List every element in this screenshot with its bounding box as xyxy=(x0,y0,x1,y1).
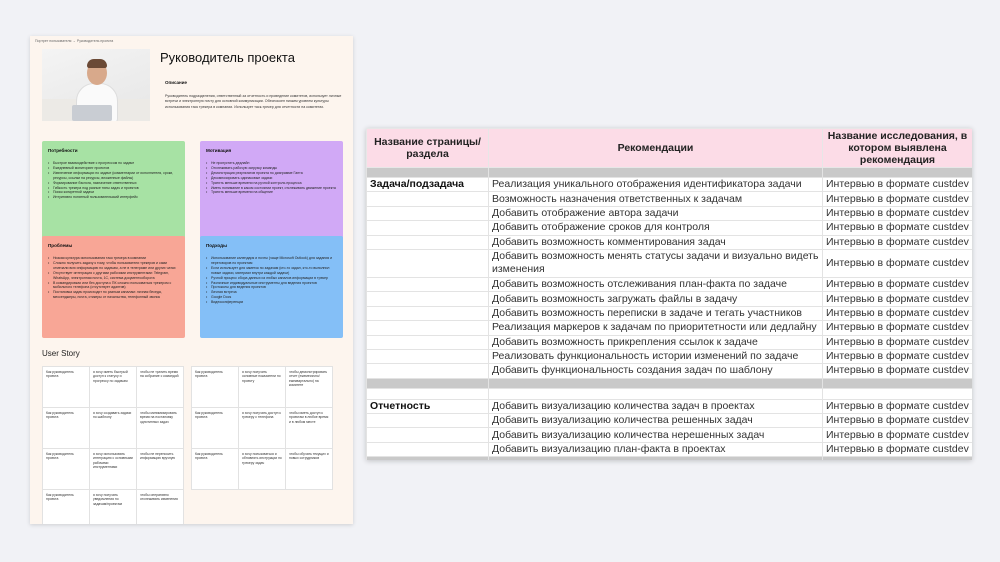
table-row xyxy=(43,490,184,525)
table-row xyxy=(367,428,973,442)
table-cell: Как руководитель проекта xyxy=(43,367,90,408)
recommendation-cell: Реализовать функциональность истории изменений по задаче xyxy=(489,349,823,363)
table-cell: чтобы не тратить время на собрание с командой xyxy=(137,367,184,408)
list-item: • Демонстрация результатов проекта по диаграмме Ганта xyxy=(206,171,337,176)
table-row xyxy=(367,399,973,413)
table-row xyxy=(367,335,973,349)
table-row xyxy=(43,449,184,490)
table-cell: я хочу получить основные показатели по проекту xyxy=(239,367,286,408)
breadcrumb: Портрет пользователя → Руководитель проекта xyxy=(35,39,114,43)
source-cell: Интервью в формате custdev xyxy=(823,428,973,442)
list-item: • Не пропустить дедлайн xyxy=(206,161,337,166)
list-item: • Иметь понимание в каком состоянии проект, отслеживать движение проекта xyxy=(206,186,337,191)
table-row xyxy=(367,192,973,206)
table-cell: я хочу получать уведомления по задачам/проектам xyxy=(90,490,137,525)
table-cell: чтобы обучать текущих и новых сотрудников xyxy=(286,449,333,490)
source-cell: Интервью в формате custdev xyxy=(823,335,973,349)
table-row xyxy=(367,349,973,363)
table-row xyxy=(192,367,333,408)
list-item: • Google Docs xyxy=(206,295,337,300)
table-cell: чтобы минимизировать время на постановку однотипных задач xyxy=(137,408,184,449)
separator-row xyxy=(367,457,973,460)
source-cell: Интервью в формате custdev xyxy=(823,249,973,277)
table-cell: Как руководитель проекта xyxy=(43,449,90,490)
table-cell: я хочу создавать задачи по шаблону xyxy=(90,408,137,449)
recommendations-sheet xyxy=(366,128,972,460)
table-row xyxy=(367,321,973,335)
section-name: Задача/подзадача xyxy=(367,178,489,192)
persona-page xyxy=(30,36,353,524)
list-item: • Использование календаря и почты (чаще Microsoft Outlook) для задания и переговоров по проектам xyxy=(206,256,337,266)
description-heading: Описание xyxy=(165,80,188,85)
list-item: • Ежедневный мониторинг проектов xyxy=(48,166,179,171)
source-cell: Интервью в формате custdev xyxy=(823,221,973,235)
table-row xyxy=(367,249,973,277)
motivation-card xyxy=(200,141,343,241)
recommendation-cell: Добавить возможность менять статусы задачи и визуально видеть изменения xyxy=(489,249,823,277)
recommendation-cell: Добавить возможность переписки в задаче и тегать участников xyxy=(489,306,823,320)
source-cell: Интервью в формате custdev xyxy=(823,206,973,220)
list-item: • Протоколы для ведения проектов xyxy=(206,285,337,290)
source-cell: Интервью в формате custdev xyxy=(823,277,973,291)
recommendation-cell: Добавить визуализацию количества задач в проектах xyxy=(489,399,823,413)
recommendation-cell: Добавить функциональность создания задач по шаблону xyxy=(489,364,823,378)
table-row xyxy=(367,235,973,249)
user-story-title: User Story xyxy=(42,349,80,358)
source-cell: Интервью в формате custdev xyxy=(823,306,973,320)
list-item: • Отсутствует интеграция с другими рабочими инструментами: Telegram, WhatsApp, электронная почта, 1С, система документооборота xyxy=(48,271,179,281)
list-item: • Отслеживать рабочую загрузку команды xyxy=(206,166,337,171)
table-row xyxy=(367,221,973,235)
recommendation-cell: Добавить визуализацию план-факта в проектах xyxy=(489,442,823,456)
table-row xyxy=(367,442,973,456)
column-header-page: Название страницы/раздела xyxy=(367,129,489,168)
table-row xyxy=(367,364,973,378)
table-row xyxy=(367,277,973,291)
recommendation-cell: Добавить отображение автора задачи xyxy=(489,206,823,220)
blank-row xyxy=(367,388,973,399)
table-cell: я хочу получать доступ к трекеру с телефона xyxy=(239,408,286,449)
source-cell: Интервью в формате custdev xyxy=(823,178,973,192)
table-cell: чтобы демонстрировать отчет (ежемесячно/ежеквартально) на комитете xyxy=(286,367,333,408)
section-name: Отчетность xyxy=(367,399,489,413)
table-cell: Как руководитель проекта xyxy=(192,449,239,490)
source-cell: Интервью в формате custdev xyxy=(823,235,973,249)
recommendation-cell: Реализация маркеров к задачам по приоритетности или дедлайну xyxy=(489,321,823,335)
recommendation-cell: Добавить возможность отслеживания план-факта по задаче xyxy=(489,277,823,291)
recommendations-table xyxy=(366,128,972,460)
needs-card xyxy=(42,141,185,241)
list-item: • Видеоконференции xyxy=(206,300,337,305)
table-cell: Как руководитель проекта xyxy=(192,408,239,449)
recommendation-cell: Добавить отображение сроков для контроля xyxy=(489,221,823,235)
list-item: • Поиск конкретной задачи xyxy=(48,190,179,195)
column-header-recommendations: Рекомендации xyxy=(489,129,823,168)
needs-title: Потребности xyxy=(48,148,78,153)
list-item: • Низкая культура использования таск трекера в компании xyxy=(48,256,179,261)
description-text: Руководитель подразделения, ответственный за отчетность и проведение комитетов, использует личные встречи и электронную почту для основной коммуникации. Обеспокоен низким уровнем культуры использования таск трекера в компании. Использует таск-трекер для отчетности на комитетах. xyxy=(165,94,342,109)
recommendation-cell: Добавить визуализацию количества нерешенных задач xyxy=(489,428,823,442)
list-item: • Тратить меньше времени на общение xyxy=(206,190,337,195)
table-row xyxy=(192,408,333,449)
source-cell: Интервью в формате custdev xyxy=(823,292,973,306)
source-cell: Интервью в формате custdev xyxy=(823,442,973,456)
list-item: • Формирование бэклога, назначение ответственных xyxy=(48,181,179,186)
list-item: • Извлечение информации по задаче (комментарии от исполнителя, сроки, ресурсы, ссылки на ресурсы, вложенные файлы) xyxy=(48,171,179,181)
table-cell: Как руководитель проекта xyxy=(43,408,90,449)
recommendation-cell: Возможность назначения ответственных к задачам xyxy=(489,192,823,206)
table-row xyxy=(367,414,973,428)
table-row xyxy=(192,449,333,490)
recommendation-cell: Добавить возможность загружать файлы в задачу xyxy=(489,292,823,306)
recommendation-cell: Добавить возможность комментирования задач xyxy=(489,235,823,249)
table-cell: Как руководитель проекта xyxy=(192,367,239,408)
list-item: • Быстрое взаимодействие с прогрессом по задаче xyxy=(48,161,179,166)
table-row xyxy=(367,306,973,320)
list-item: • Ручной процесс сбора данных из любых каналов информации в трекер xyxy=(206,276,337,281)
list-item: • Декомпозировать одинаковые задачи xyxy=(206,176,337,181)
persona-photo xyxy=(42,49,150,121)
table-row xyxy=(367,178,973,192)
motivation-title: Мотивация xyxy=(206,148,232,153)
source-cell: Интервью в формате custdev xyxy=(823,192,973,206)
source-cell: Интервью в формате custdev xyxy=(823,414,973,428)
page-title: Руководитель проекта xyxy=(160,50,295,65)
tools-card xyxy=(200,236,343,338)
recommendation-cell: Добавить возможность прикрепления ссылок к задаче xyxy=(489,335,823,349)
list-item: • Личная встреча xyxy=(206,290,337,295)
user-story-table-right xyxy=(191,366,333,490)
list-item: • Если использует для заметок по задачам (кто-то задал, кто-то выполнил новые задачи, материал внутри каждой задачи) xyxy=(206,266,337,276)
problems-title: Проблемы xyxy=(48,243,73,248)
source-cell: Интервью в формате custdev xyxy=(823,321,973,335)
list-item: • Различные индивидуальные инструменты для ведения проектов xyxy=(206,281,337,286)
table-cell: чтобы оперативно отслеживать изменения xyxy=(137,490,184,525)
separator-row xyxy=(367,378,973,388)
source-cell: Интервью в формате custdev xyxy=(823,364,973,378)
list-item: • В командировках или без доступа к ПК сложно пользоваться трекером с мобильного телефона (отсутствует адаптив) xyxy=(48,281,179,291)
table-cell: я хочу иметь быстрый доступ к статусу и прогрессу по задачам xyxy=(90,367,137,408)
list-item: • Тратить меньше времени на ручной контроль процесса xyxy=(206,181,337,186)
table-row xyxy=(43,367,184,408)
table-row xyxy=(43,408,184,449)
table-row xyxy=(367,292,973,306)
tools-title: Подходы xyxy=(206,243,227,248)
list-item: • Сложно получить задачу к тому, чтобы пользователи трекеров и сами отмечали всю информацию по задачам, а не в телеграме или других чатах xyxy=(48,261,179,271)
separator-row xyxy=(367,168,973,178)
list-item: • Гибкость трекера под разные типы задач и проектов xyxy=(48,186,179,191)
table-cell: я хочу пользоваться и обновлять инструкции по трекеру задач xyxy=(239,449,286,490)
table-cell: Как руководитель проекта xyxy=(43,490,90,525)
table-cell: чтобы иметь доступ к проектам в любое время и в любом месте xyxy=(286,408,333,449)
problems-card xyxy=(42,236,185,338)
source-cell: Интервью в формате custdev xyxy=(823,349,973,363)
list-item: • Постановка задач происходит по разным каналам: личная беседа, мессенджеры, почта, стикеры от начальства, телефонный звонок xyxy=(48,290,179,300)
source-cell: Интервью в формате custdev xyxy=(823,399,973,413)
list-item: • Интуитивно понятный пользовательский интерфейс xyxy=(48,195,179,200)
header-row xyxy=(367,129,973,168)
recommendation-cell: Добавить визуализацию количества решенных задач xyxy=(489,414,823,428)
recommendation-cell: Реализация уникального отображения идентификатора задачи xyxy=(489,178,823,192)
user-story-table-left xyxy=(42,366,184,524)
table-row xyxy=(367,206,973,220)
column-header-research: Название исследования, в котором выявлена рекомендация xyxy=(823,129,973,168)
table-cell: чтобы не переносить информацию вручную xyxy=(137,449,184,490)
table-cell: я хочу использовать интеграцию с основными рабочими инструментами xyxy=(90,449,137,490)
